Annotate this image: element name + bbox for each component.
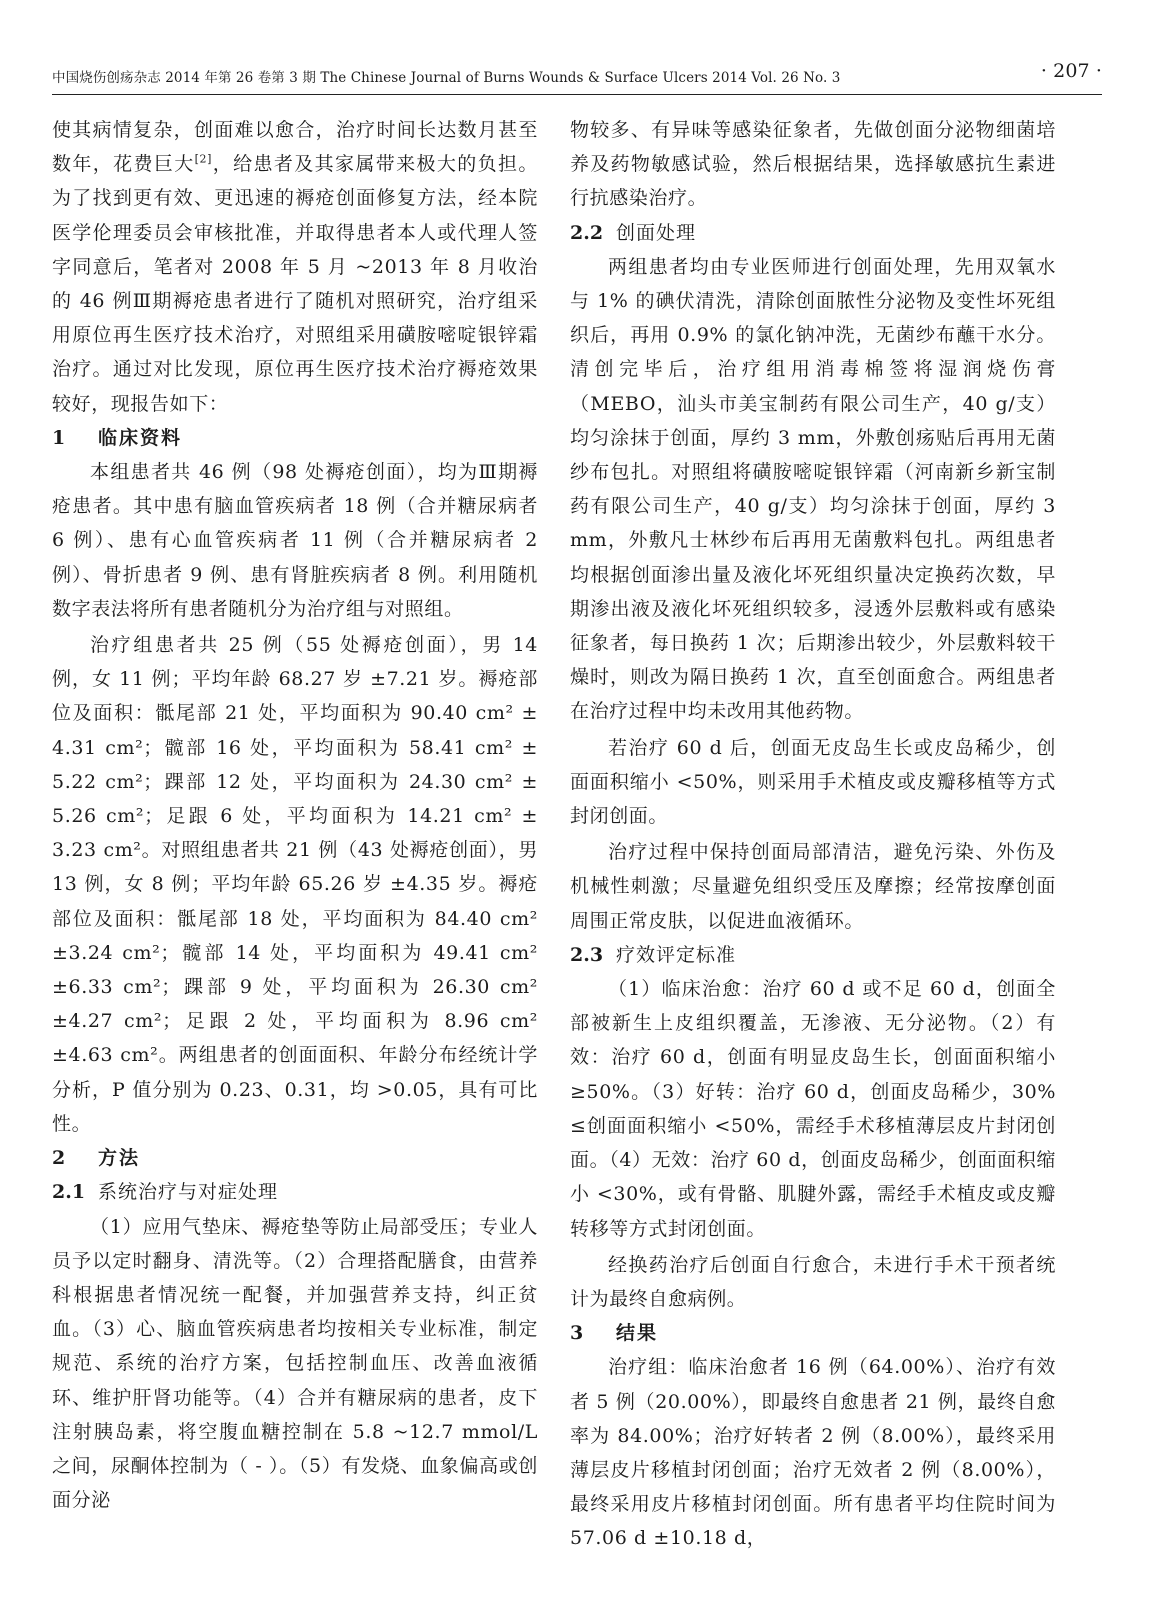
subsection-title: 系统治疗与对症处理 <box>98 1181 279 1204</box>
paragraph-clinical-overview: 本组患者共 46 例（98 处褥疮创面），均为Ⅲ期褥疮患者。其中患有脑血管疾病者 18 例（合并糖尿病者 6 例）、患有心血管疾病者 11 例（合并糖尿病者 2 例）、骨折患者 9 例、患有肾脏疾病者 8 例。利用随机数字表法将所有患者随机分为治疗组与对照组。 <box>52 461 538 620</box>
paragraph-group-details: 治疗组患者共 25 例（55 处褥疮创面），男 14 例，女 11 例；平均年龄 68.27 岁 ±7.21 岁。褥疮部位及面积：骶尾部 21 处，平均面积为 90.40 cm² ± 4.31 cm²；髋部 16 处，平均面积为 58.41 cm² ± 5.22 cm²；踝部 12 处，平均面积为 24.30 cm² ± 5.26 cm²；足跟 6 处，平均面积为 14.21 cm² ± 3.23 cm²。对照组患者共 21 例（43 处褥疮创面），男 13 例，女 8 例；平均年龄 65.26 岁 ±4.35 岁。褥疮部位及面积：骶尾部 18 处，平均面积为 84.40 cm² ±3.24 cm²；髋部 14 处，平均面积为 49.41 cm² ±6.33 cm²；踝部 9 处，平均面积为 26.30 cm² ±4.27 cm²；足跟 2 处，平均面积为 8.96 cm² ±4.63 cm²。两组患者的创面面积、年龄分布经统计学分析，P 值分别为 0.23、0.31，均 >0.05，具有可比性。 <box>52 634 538 1135</box>
paragraph-results: 治疗组：临床治愈者 16 例（64.00%）、治疗有效者 5 例（20.00%），即最终自愈患者 21 例，最终自愈率为 84.00%；治疗好转者 2 例（8.00%），最终采用薄层皮片移植封闭创面；治疗无效者 2 例（8.00%），最终采用皮片移植封闭创面。所有患者平均住院时间为 57.06 d ±10.18 d， <box>570 1356 1056 1550</box>
paragraph-continued: 物较多、有异味等感染征象者，先做创面分泌物细菌培养及药物敏感试验，然后根据结果，选择敏感抗生素进行抗感染治疗。 <box>570 119 1056 210</box>
right-column <box>570 113 1056 1556</box>
subsection-heading-2-1 <box>52 1175 538 1209</box>
section-title: 临床资料 <box>98 426 183 449</box>
subsection-heading-2-3 <box>570 938 1056 972</box>
intro-text-a: 使其病情复杂，创面难以愈合，治疗时间长达数月甚至数年，花费巨大 <box>52 119 538 176</box>
paragraph-wound-care: 治疗过程中保持创面局部清洁，避免污染、外伤及机械性刺激；尽量避免组织受压及摩擦；经常按摩创面周围正常皮肤，以促进血液循环。 <box>570 841 1056 932</box>
paragraph-self-healing-definition: 经换药治疗后创面自行愈合，未进行手术干预者统计为最终自愈病例。 <box>570 1253 1056 1310</box>
running-header <box>52 60 1102 88</box>
section-heading-1 <box>52 421 538 455</box>
left-column <box>52 113 538 1517</box>
section-title: 结果 <box>616 1322 659 1345</box>
header-rule <box>52 94 1102 95</box>
subsection-number: 2.1 <box>52 1181 86 1204</box>
paragraph-wound-treatment: 两组患者均由专业医师进行创面处理，先用双氧水与 1% 的碘伏清洗，清除创面脓性分泌物及变性坏死组织后，再用 0.9% 的氯化钠冲洗，无菌纱布蘸干水分。清创完毕后，治疗组用消毒棉签将湿润烧伤膏（MEBO，汕头市美宝制药有限公司生产，40 g/支）均匀涂抹于创面，厚约 3 mm，外敷创疡贴后再用无菌纱布包扎。对照组将磺胺嘧啶银锌霜（河南新乡新宝制药有限公司生产，40 g/支）均匀涂抹于创面，厚约 3 mm，外敷凡士林纱布后再用无菌敷料包扎。两组患者均根据创面渗出量及液化坏死组织量决定换药次数，早期渗出液及液化坏死组织较多，浸透外层敷料或有感染征象者，每日换药 1 次；后期渗出较少，外层敷料较干燥时，则改为隔日换药 1 次，直至创面愈合。两组患者在治疗过程中均未改用其他药物。 <box>570 255 1056 723</box>
subsection-title: 疗效评定标准 <box>616 943 737 966</box>
page-number: · 207 · <box>1040 60 1102 82</box>
section-heading-3 <box>570 1316 1056 1350</box>
subsection-title: 创面处理 <box>616 221 697 244</box>
section-heading-2 <box>52 1141 538 1175</box>
paragraph-evaluation-criteria: （1）临床治愈：治疗 60 d 或不足 60 d，创面全部被新生上皮组织覆盖，无渗液、无分泌物。（2）有效：治疗 60 d，创面有明显皮岛生长，创面面积缩小≥50%。（3）好转：治疗 60 d，创面皮岛稀少，30% ≤创面面积缩小 <50%，需经手术移植薄层皮片封闭创面。（4）无效：治疗 60 d，创面皮岛稀少，创面面积缩小 <30%，或有骨骼、肌腱外露，需经手术植皮或皮瓣转移等方式封闭创面。 <box>570 978 1056 1240</box>
subsection-number: 2.3 <box>570 943 604 966</box>
intro-text-b: ，给患者及其家属带来极大的负担。为了找到更有效、更迅速的褥疮创面修复方法，经本院医学伦理委员会审核批准，并取得患者本人或代理人签字同意后，笔者对 2008 年 5 月 ~2013 年 8 月收治的 46 例Ⅲ期褥疮患者进行了随机对照研究，治疗组采用原位再生医疗技术治疗，对照组采用磺胺嘧啶银锌霜治疗。通过对比发现，原位再生医疗技术治疗褥疮效果较好，现报告如下： <box>52 153 538 415</box>
section-number: 2 <box>52 1147 66 1170</box>
section-title: 方法 <box>98 1147 141 1170</box>
section-number: 1 <box>52 426 66 449</box>
section-number: 3 <box>570 1322 584 1345</box>
paragraph-surgical-closure: 若治疗 60 d 后，创面无皮岛生长或皮岛稀少，创面面积缩小 <50%，则采用手术植皮或皮瓣移植等方式封闭创面。 <box>570 736 1056 828</box>
paragraph-systemic-treatment: （1）应用气垫床、褥疮垫等防止局部受压；专业人员予以定时翻身、清洗等。（2）合理搭配膳食，由营养科根据患者情况统一配餐，并加强营养支持，纠正贫血。（3）心、脑血管疾病患者均按相关专业标准，制定规范、系统的治疗方案，包括控制血压、改善血液循环、维护肝肾功能等。（4）合并有糖尿病的患者，皮下注射胰岛素，将空腹血糖控制在 5.8 ~12.7 mmol/L 之间，尿酮体控制为（ - ）。（5）有发烧、血象偏高或创面分泌 <box>52 1215 538 1512</box>
subsection-heading-2-2 <box>570 216 1056 250</box>
journal-citation: 中国烧伤创疡杂志 2014 年第 26 卷第 3 期 The Chinese Journal of Burns Wounds & Surface Ulcers 2014 Vol. 26 No. 3 <box>52 70 841 86</box>
intro-paragraph <box>52 113 538 421</box>
citation-ref[interactable]: [2] <box>194 152 213 166</box>
subsection-number: 2.2 <box>570 221 604 244</box>
